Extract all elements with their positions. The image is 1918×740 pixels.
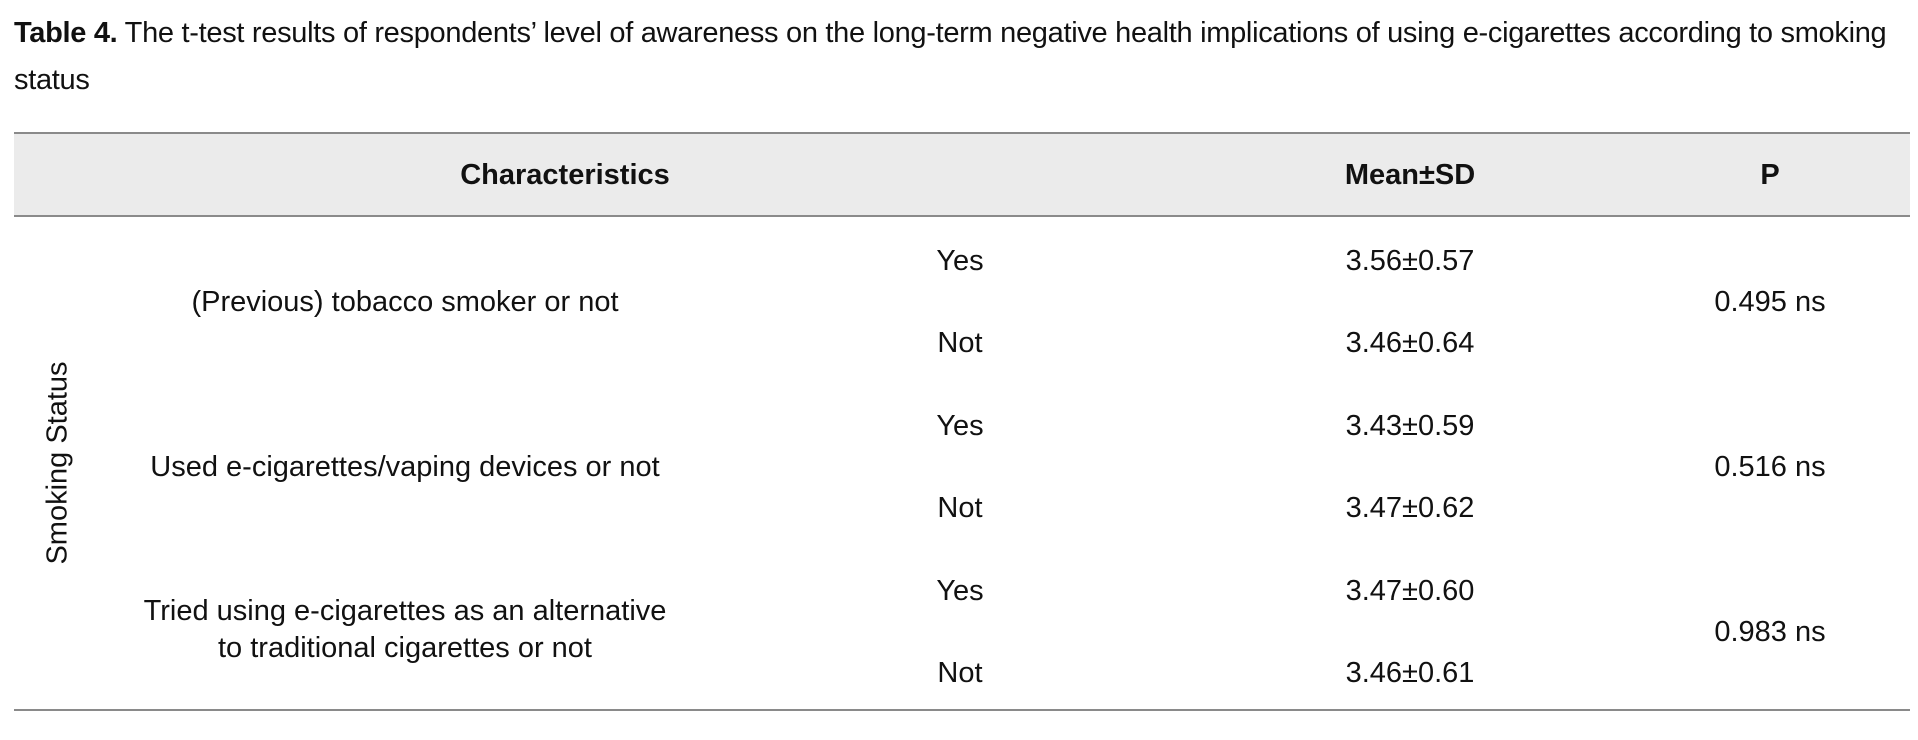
row-1-yes-label: Yes bbox=[936, 245, 984, 277]
table-number: Table 4. bbox=[14, 17, 118, 49]
row-2-characteristic: Used e-cigarettes/vaping devices or not bbox=[150, 451, 660, 483]
header-characteristics: Characteristics bbox=[460, 159, 670, 191]
row-3-yes-label: Yes bbox=[936, 575, 984, 607]
group-label-smoking-status: Smoking Status bbox=[41, 361, 74, 565]
row-1-yes-value: 3.56±0.57 bbox=[1345, 245, 1475, 277]
row-2-yes-label: Yes bbox=[936, 410, 984, 442]
table-caption bbox=[14, 10, 1904, 104]
row-3-not-label: Not bbox=[937, 657, 983, 689]
row-1-characteristic: (Previous) tobacco smoker or not bbox=[191, 286, 619, 318]
row-1-not-label: Not bbox=[937, 327, 983, 359]
row-3-p-value: 0.983 ns bbox=[1714, 616, 1826, 648]
row-1-not-value: 3.46±0.64 bbox=[1345, 327, 1475, 359]
row-3-characteristic bbox=[100, 593, 710, 667]
table-header-row bbox=[14, 134, 1910, 216]
row-2-yes-value: 3.43±0.59 bbox=[1345, 410, 1475, 442]
row-1-p-value: 0.495 ns bbox=[1714, 286, 1826, 318]
bottom-rule bbox=[14, 709, 1910, 711]
header-mean-sd: Mean±SD bbox=[1344, 159, 1476, 191]
row-3-characteristic-line-2: to traditional cigarettes or not bbox=[218, 632, 592, 664]
row-3-characteristic-line-1: Tried using e-cigarettes as an alternative bbox=[143, 595, 667, 627]
header-rule bbox=[14, 215, 1910, 217]
table-title: The t-test results of respondents’ level of awareness on the long-term negative health implications of using e-cigarettes according to smoking status bbox=[14, 17, 1887, 96]
row-3-not-value: 3.46±0.61 bbox=[1345, 657, 1475, 689]
row-2-not-label: Not bbox=[937, 492, 983, 524]
row-2-not-value: 3.47±0.62 bbox=[1345, 492, 1475, 524]
row-2-p-value: 0.516 ns bbox=[1714, 451, 1826, 483]
header-p: P bbox=[1760, 159, 1780, 191]
row-3-yes-value: 3.47±0.60 bbox=[1345, 575, 1475, 607]
